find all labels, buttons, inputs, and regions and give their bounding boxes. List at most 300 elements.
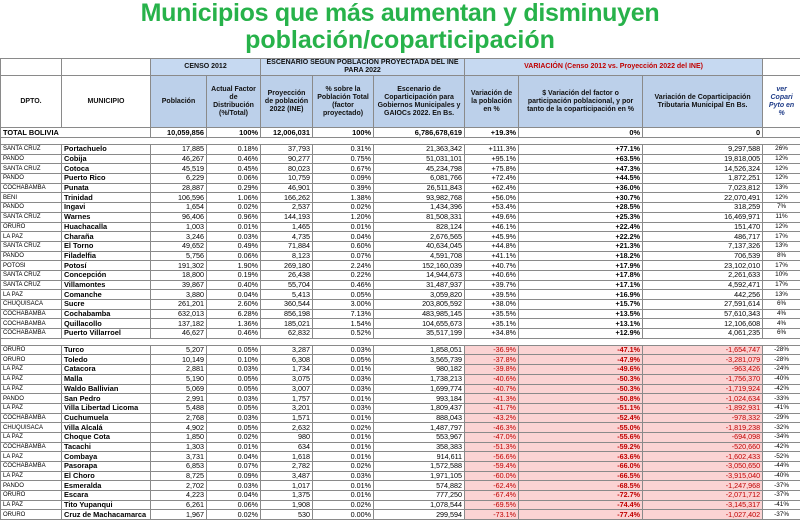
table-row xyxy=(1,394,800,404)
cell-var-factor: +18.2% xyxy=(519,251,643,261)
cell-copart: 828,124 xyxy=(374,222,465,232)
cell-pob: 2,768 xyxy=(151,413,207,423)
cell-factor: 0.06% xyxy=(207,500,261,510)
cell-var-copart: 4,592,471 xyxy=(643,280,763,290)
cell-proy: 980 xyxy=(261,432,313,442)
cell-last: -24% xyxy=(763,365,800,375)
cell-var-factor: -72.7% xyxy=(519,491,643,501)
cell-last: 13% xyxy=(763,290,800,300)
cell-dep: CHUQUISACA xyxy=(1,423,62,433)
table-row xyxy=(1,212,800,222)
cell-var-factor: +25.3% xyxy=(519,212,643,222)
cell-factor: 6.28% xyxy=(207,309,261,319)
cell-var-factor: -55.6% xyxy=(519,432,643,442)
cell-var-copart: 442,256 xyxy=(643,290,763,300)
table-row xyxy=(1,300,800,310)
cell-factor: 0.04% xyxy=(207,491,261,501)
cell-var-pob: -39.8% xyxy=(465,365,519,375)
cell-var-factor: -51.1% xyxy=(519,403,643,413)
cell-proy: 1,757 xyxy=(261,394,313,404)
cell-last: 12% xyxy=(763,174,800,184)
cell-mun: Portachuelo xyxy=(62,145,151,155)
cell-proy: 1,375 xyxy=(261,491,313,501)
table-row xyxy=(1,145,800,155)
cell-pob: 96,406 xyxy=(151,212,207,222)
header-copart: Escenario de Coparticipación para Gobiernos Municipales y GAIOCs 2022. En Bs. xyxy=(374,76,465,128)
cell-proy: 269,180 xyxy=(261,261,313,271)
cell-factor: 0.03% xyxy=(207,413,261,423)
cell-mun: Concepción xyxy=(62,270,151,280)
cell-copart: 21,363,342 xyxy=(374,145,465,155)
cell-pct: 0.03% xyxy=(313,471,374,481)
table-row xyxy=(1,491,800,501)
cell-factor: 0.01% xyxy=(207,442,261,452)
cell-var-pob: +53.4% xyxy=(465,203,519,213)
cell-dep: PANDO xyxy=(1,251,62,261)
cell-last: 11% xyxy=(763,212,800,222)
cell-proy: 1,908 xyxy=(261,500,313,510)
total-pob: 10,059,856 xyxy=(151,128,207,138)
cell-pob: 49,652 xyxy=(151,241,207,251)
cell-var-pob: +34.8% xyxy=(465,329,519,339)
cell-dep: LA PAZ xyxy=(1,232,62,242)
cell-var-factor: +13.5% xyxy=(519,309,643,319)
cell-last: -32% xyxy=(763,423,800,433)
cell-copart: 888,043 xyxy=(374,413,465,423)
cell-pob: 5,488 xyxy=(151,403,207,413)
table-row xyxy=(1,193,800,203)
cell-factor: 0.03% xyxy=(207,365,261,375)
header-variacion: VARIACIÓN (Censo 2012 vs. Proyección 2022 del INE) xyxy=(465,59,763,76)
cell-var-pob: -73.1% xyxy=(465,510,519,520)
cell-var-copart: 486,717 xyxy=(643,232,763,242)
cell-proy: 2,632 xyxy=(261,423,313,433)
cell-proy: 3,007 xyxy=(261,384,313,394)
cell-last: -34% xyxy=(763,432,800,442)
header-escenario: ESCENARIO SEGÚN POBLACIÓN PROYECTADA DEL INE PARA 2022 xyxy=(261,59,465,76)
cell-last: 7% xyxy=(763,203,800,213)
cell-factor: 0.09% xyxy=(207,471,261,481)
cell-var-factor: -66.5% xyxy=(519,471,643,481)
total-var-copart: 0 xyxy=(643,128,763,138)
cell-factor: 0.49% xyxy=(207,241,261,251)
cell-var-pob: +75.8% xyxy=(465,164,519,174)
cell-dep: BENI xyxy=(1,193,62,203)
cell-last: -44% xyxy=(763,462,800,472)
cell-pct: 0.39% xyxy=(313,183,374,193)
cell-pct: 0.01% xyxy=(313,222,374,232)
cell-mun: Sucre xyxy=(62,300,151,310)
cell-dep: SANTA CRUZ xyxy=(1,270,62,280)
cell-pct: 0.01% xyxy=(313,442,374,452)
cell-copart: 1,699,774 xyxy=(374,384,465,394)
cell-pct: 0.02% xyxy=(313,203,374,213)
cell-var-factor: +12.9% xyxy=(519,329,643,339)
cell-factor: 2.60% xyxy=(207,300,261,310)
cell-var-pob: +38.0% xyxy=(465,300,519,310)
cell-proy: 3,487 xyxy=(261,471,313,481)
cell-last: -37% xyxy=(763,491,800,501)
cell-pct: 0.31% xyxy=(313,145,374,155)
cell-last: -40% xyxy=(763,374,800,384)
table-row xyxy=(1,462,800,472)
cell-dep: COCHABAMBA xyxy=(1,183,62,193)
cell-mun: Tacachi xyxy=(62,442,151,452)
cell-last: 12% xyxy=(763,193,800,203)
cell-pct: 0.01% xyxy=(313,452,374,462)
cell-pob: 6,261 xyxy=(151,500,207,510)
cell-var-factor: -50.3% xyxy=(519,374,643,384)
cell-factor: 0.46% xyxy=(207,329,261,339)
header-blank-1 xyxy=(1,59,62,76)
cell-dep: COCHABAMBA xyxy=(1,413,62,423)
cell-var-factor: +44.5% xyxy=(519,174,643,184)
cell-var-copart: -1,819,238 xyxy=(643,423,763,433)
cell-var-pob: -40.7% xyxy=(465,384,519,394)
cell-var-pob: -46.3% xyxy=(465,423,519,433)
cell-mun: Pasorapa xyxy=(62,462,151,472)
cell-mun: Malla xyxy=(62,374,151,384)
cell-pct: 0.05% xyxy=(313,355,374,365)
table-row xyxy=(1,164,800,174)
table-row xyxy=(1,355,800,365)
cell-proy: 71,884 xyxy=(261,241,313,251)
cell-mun: Puerto Rico xyxy=(62,174,151,184)
cell-var-factor: +28.5% xyxy=(519,203,643,213)
cell-var-factor: -63.6% xyxy=(519,452,643,462)
cell-copart: 299,594 xyxy=(374,510,465,520)
cell-var-factor: -49.6% xyxy=(519,365,643,375)
cell-var-factor: -74.4% xyxy=(519,500,643,510)
cell-var-copart: 23,102,010 xyxy=(643,261,763,271)
cell-var-factor: +17.8% xyxy=(519,270,643,280)
table-row xyxy=(1,471,800,481)
table-row xyxy=(1,261,800,271)
cell-var-factor: +36.0% xyxy=(519,183,643,193)
cell-copart: 980,182 xyxy=(374,365,465,375)
table-row xyxy=(1,452,800,462)
cell-var-pob: +111.3% xyxy=(465,145,519,155)
cell-pob: 6,853 xyxy=(151,462,207,472)
cell-last: 17% xyxy=(763,261,800,271)
cell-pob: 1,850 xyxy=(151,432,207,442)
cell-copart: 3,565,739 xyxy=(374,355,465,365)
total-var-factor: 0% xyxy=(519,128,643,138)
header-blank-2 xyxy=(62,59,151,76)
cell-pct: 0.07% xyxy=(313,251,374,261)
cell-dep: LA PAZ xyxy=(1,452,62,462)
table-row xyxy=(1,270,800,280)
cell-last: 10% xyxy=(763,270,800,280)
cell-last: -37% xyxy=(763,510,800,520)
cell-var-factor: +16.9% xyxy=(519,290,643,300)
cell-factor: 0.03% xyxy=(207,481,261,491)
cell-var-factor: -47.1% xyxy=(519,345,643,355)
cell-var-factor: +13.1% xyxy=(519,319,643,329)
cell-var-factor: +15.7% xyxy=(519,300,643,310)
cell-var-pob: +95.1% xyxy=(465,154,519,164)
cell-var-copart: -1,247,968 xyxy=(643,481,763,491)
cell-proy: 5,413 xyxy=(261,290,313,300)
cell-pct: 0.03% xyxy=(313,403,374,413)
cell-var-copart: -1,024,634 xyxy=(643,394,763,404)
header-blank-3 xyxy=(763,59,800,76)
table-row xyxy=(1,374,800,384)
cell-copart: 1,487,797 xyxy=(374,423,465,433)
cell-dep: ORURO xyxy=(1,510,62,520)
cell-mun: Huachacalla xyxy=(62,222,151,232)
cell-var-copart: 12,106,608 xyxy=(643,319,763,329)
cell-dep: COCHABAMBA xyxy=(1,462,62,472)
cell-copart: 777,250 xyxy=(374,491,465,501)
cell-dep: LA PAZ xyxy=(1,290,62,300)
cell-var-pob: -69.5% xyxy=(465,500,519,510)
cell-last: 6% xyxy=(763,300,800,310)
cell-factor: 0.07% xyxy=(207,462,261,472)
cell-mun: Cobija xyxy=(62,154,151,164)
cell-var-pob: -51.3% xyxy=(465,442,519,452)
cell-copart: 31,487,937 xyxy=(374,280,465,290)
cell-factor: 1.90% xyxy=(207,261,261,271)
table-row xyxy=(1,413,800,423)
cell-var-copart: 4,061,235 xyxy=(643,329,763,339)
cell-pob: 5,190 xyxy=(151,374,207,384)
cell-dep: LA PAZ xyxy=(1,365,62,375)
coparticipation-table xyxy=(0,58,800,520)
cell-copart: 1,434,396 xyxy=(374,203,465,213)
cell-pct: 0.02% xyxy=(313,423,374,433)
cell-last: -40% xyxy=(763,471,800,481)
cell-copart: 6,081,766 xyxy=(374,174,465,184)
cell-var-factor: -52.4% xyxy=(519,413,643,423)
cell-var-copart: -1,756,370 xyxy=(643,374,763,384)
cell-pct: 0.75% xyxy=(313,154,374,164)
cell-last: 12% xyxy=(763,154,800,164)
cell-proy: 6,308 xyxy=(261,355,313,365)
cell-pob: 2,881 xyxy=(151,365,207,375)
cell-var-copart: 7,137,326 xyxy=(643,241,763,251)
cell-pct: 0.01% xyxy=(313,413,374,423)
cell-pct: 0.02% xyxy=(313,500,374,510)
cell-pct: 0.60% xyxy=(313,241,374,251)
cell-proy: 37,793 xyxy=(261,145,313,155)
cell-factor: 0.05% xyxy=(207,403,261,413)
cell-var-pob: +72.4% xyxy=(465,174,519,184)
cell-mun: Catacora xyxy=(62,365,151,375)
cell-var-factor: -66.0% xyxy=(519,462,643,472)
cell-proy: 10,759 xyxy=(261,174,313,184)
cell-var-factor: +30.7% xyxy=(519,193,643,203)
cell-copart: 26,511,843 xyxy=(374,183,465,193)
cell-copart: 483,985,145 xyxy=(374,309,465,319)
cell-proy: 2,537 xyxy=(261,203,313,213)
cell-var-copart: -1,027,402 xyxy=(643,510,763,520)
cell-var-copart: 9,297,588 xyxy=(643,145,763,155)
table-row xyxy=(1,432,800,442)
cell-copart: 45,234,798 xyxy=(374,164,465,174)
cell-proy: 26,438 xyxy=(261,270,313,280)
cell-mun: Warnes xyxy=(62,212,151,222)
table-row xyxy=(1,251,800,261)
table-row xyxy=(1,319,800,329)
table-row xyxy=(1,481,800,491)
cell-copart: 40,634,045 xyxy=(374,241,465,251)
cell-proy: 8,123 xyxy=(261,251,313,261)
table-row xyxy=(1,290,800,300)
table-row xyxy=(1,222,800,232)
cell-mun: El Torno xyxy=(62,241,151,251)
cell-factor: 0.29% xyxy=(207,183,261,193)
cell-var-factor: +22.4% xyxy=(519,222,643,232)
cell-var-copart: -694,098 xyxy=(643,432,763,442)
cell-last: 26% xyxy=(763,145,800,155)
cell-factor: 0.10% xyxy=(207,355,261,365)
cell-pct: 0.05% xyxy=(313,290,374,300)
cell-last: -28% xyxy=(763,355,800,365)
cell-var-copart: -2,071,712 xyxy=(643,491,763,501)
cell-pct: 0.01% xyxy=(313,481,374,491)
total-pct: 100% xyxy=(313,128,374,138)
cell-pob: 5,756 xyxy=(151,251,207,261)
cell-pob: 17,885 xyxy=(151,145,207,155)
cell-var-pob: -60.0% xyxy=(465,471,519,481)
cell-var-factor: -50.8% xyxy=(519,394,643,404)
cell-var-copart: 16,469,971 xyxy=(643,212,763,222)
cell-mun: Cruz de Machacamarca xyxy=(62,510,151,520)
cell-dep: CHUQUISACA xyxy=(1,300,62,310)
cell-last: 6% xyxy=(763,329,800,339)
cell-copart: 104,655,673 xyxy=(374,319,465,329)
cell-var-factor: +77.1% xyxy=(519,145,643,155)
cell-var-copart: -3,050,650 xyxy=(643,462,763,472)
cell-dep: PANDO xyxy=(1,174,62,184)
table-row xyxy=(1,232,800,242)
cell-dep: COCHABAMBA xyxy=(1,442,62,452)
cell-factor: 0.04% xyxy=(207,452,261,462)
cell-last: 17% xyxy=(763,232,800,242)
cell-mun: Esmeralda xyxy=(62,481,151,491)
cell-proy: 90,277 xyxy=(261,154,313,164)
cell-factor: 0.04% xyxy=(207,290,261,300)
cell-last: -42% xyxy=(763,442,800,452)
cell-factor: 0.03% xyxy=(207,232,261,242)
cell-dep: ORURO xyxy=(1,355,62,365)
cell-pct: 3.00% xyxy=(313,300,374,310)
cell-factor: 0.02% xyxy=(207,203,261,213)
cell-last: 4% xyxy=(763,319,800,329)
cell-copart: 203,805,592 xyxy=(374,300,465,310)
table-row xyxy=(1,384,800,394)
cell-var-copart: 22,070,491 xyxy=(643,193,763,203)
cell-mun: Combaya xyxy=(62,452,151,462)
cell-var-pob: +62.4% xyxy=(465,183,519,193)
cell-var-factor: +47.3% xyxy=(519,164,643,174)
cell-pob: 10,149 xyxy=(151,355,207,365)
cell-pob: 46,627 xyxy=(151,329,207,339)
table-row xyxy=(1,510,800,520)
cell-mun: Charaña xyxy=(62,232,151,242)
cell-proy: 185,021 xyxy=(261,319,313,329)
cell-pob: 5,207 xyxy=(151,345,207,355)
cell-factor: 0.05% xyxy=(207,345,261,355)
cell-factor: 0.06% xyxy=(207,174,261,184)
cell-proy: 530 xyxy=(261,510,313,520)
total-var-pob: +19.3% xyxy=(465,128,519,138)
header-var-copart: Variación de Coparticipación Tributaria Municipal En Bs. xyxy=(643,76,763,128)
cell-last: 8% xyxy=(763,251,800,261)
cell-factor: 0.40% xyxy=(207,280,261,290)
cell-pob: 4,902 xyxy=(151,423,207,433)
cell-pob: 46,267 xyxy=(151,154,207,164)
cell-var-pob: -37.8% xyxy=(465,355,519,365)
header-censo-2012: CENSO 2012 xyxy=(151,59,261,76)
cell-copart: 914,611 xyxy=(374,452,465,462)
header-factor: Actual Factor de Distribución (%/Total) xyxy=(207,76,261,128)
table-row xyxy=(1,423,800,433)
cell-var-pob: +35.1% xyxy=(465,319,519,329)
table-row xyxy=(1,500,800,510)
cell-pob: 191,302 xyxy=(151,261,207,271)
cell-var-factor: +21.3% xyxy=(519,241,643,251)
cell-mun: Villa Libertad Licoma xyxy=(62,403,151,413)
header-dpto: DPTO. xyxy=(1,76,62,128)
cell-var-copart: 151,470 xyxy=(643,222,763,232)
cell-last: 13% xyxy=(763,183,800,193)
cell-pob: 39,867 xyxy=(151,280,207,290)
cell-factor: 0.01% xyxy=(207,222,261,232)
cell-var-copart: 318,259 xyxy=(643,203,763,213)
cell-var-pob: +41.1% xyxy=(465,251,519,261)
cell-pct: 0.01% xyxy=(313,432,374,442)
cell-mun: Tito Yupanqui xyxy=(62,500,151,510)
cell-factor: 1.36% xyxy=(207,319,261,329)
cell-pob: 5,069 xyxy=(151,384,207,394)
cell-pob: 3,731 xyxy=(151,452,207,462)
cell-proy: 4,735 xyxy=(261,232,313,242)
cell-proy: 634 xyxy=(261,442,313,452)
cell-dep: LA PAZ xyxy=(1,471,62,481)
cell-var-factor: +22.2% xyxy=(519,232,643,242)
cell-mun: Comanche xyxy=(62,290,151,300)
cell-var-pob: -36.9% xyxy=(465,345,519,355)
cell-last: -37% xyxy=(763,481,800,491)
cell-proy: 166,262 xyxy=(261,193,313,203)
cell-var-pob: +39.7% xyxy=(465,280,519,290)
cell-dep: COCHABAMBA xyxy=(1,329,62,339)
cell-var-factor: -50.3% xyxy=(519,384,643,394)
cell-var-factor: +17.9% xyxy=(519,261,643,271)
total-label: TOTAL BOLIVIA xyxy=(1,128,151,138)
cell-copart: 4,591,708 xyxy=(374,251,465,261)
cell-var-copart: -1,719,924 xyxy=(643,384,763,394)
cell-pob: 106,596 xyxy=(151,193,207,203)
cell-var-copart: -978,332 xyxy=(643,413,763,423)
cell-pob: 137,182 xyxy=(151,319,207,329)
header-pct: % sobre la Población Total (factor proyectado) xyxy=(313,76,374,128)
header-poblacion: Población xyxy=(151,76,207,128)
cell-proy: 144,193 xyxy=(261,212,313,222)
cell-pob: 1,303 xyxy=(151,442,207,452)
cell-proy: 856,198 xyxy=(261,309,313,319)
cell-factor: 0.02% xyxy=(207,510,261,520)
cell-var-copart: 14,526,324 xyxy=(643,164,763,174)
cell-factor: 0.18% xyxy=(207,145,261,155)
cell-pct: 0.52% xyxy=(313,329,374,339)
cell-dep: SANTA CRUZ xyxy=(1,280,62,290)
cell-mun: San Pedro xyxy=(62,394,151,404)
spacer-row xyxy=(1,138,800,145)
cell-dep: PANDO xyxy=(1,154,62,164)
